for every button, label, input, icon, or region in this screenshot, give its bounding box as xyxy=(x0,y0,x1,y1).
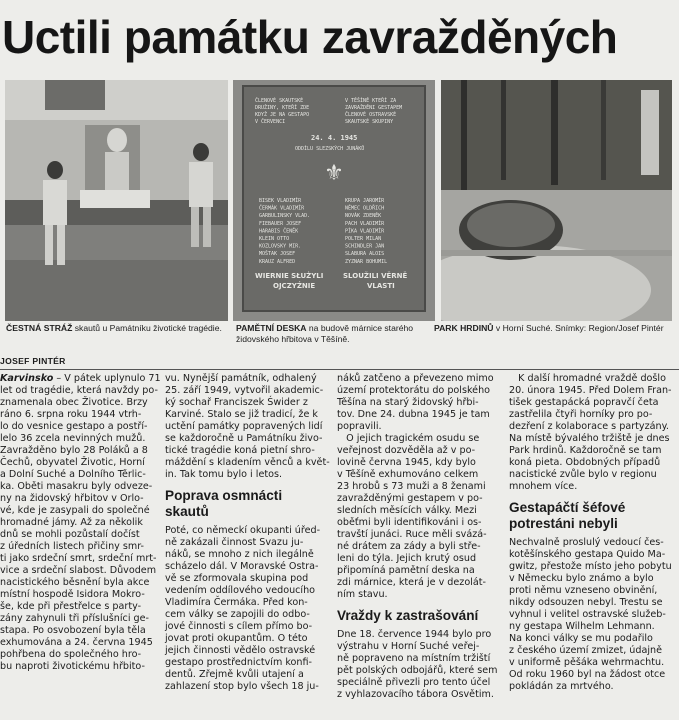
text-line: a Dolní Suché a Dolního Těrlic- xyxy=(0,469,146,480)
text-line: máždění s kladením věnců a květ- xyxy=(165,457,330,468)
caption-2-text-line2: židovského hřbitova v Těšíně. xyxy=(236,334,350,344)
plaque-motto-right-1: SLOUŽILI VĚRNĚ xyxy=(343,272,408,280)
text-line: gwitz, přestože místo jeho pobytu xyxy=(509,561,672,572)
text-line: gestapo prostřednictvím konfi- xyxy=(165,657,313,668)
text-line: dnů se mohli pozůstalí dočíst xyxy=(0,529,140,540)
text-line: bu naproti životickému hřbito- xyxy=(0,661,145,672)
text-line: místní hospodě Isidora Mokro- xyxy=(0,589,145,600)
text-line: vyhnul i velitel ostravské služeb- xyxy=(509,609,666,620)
divider xyxy=(0,369,679,370)
subheading-line: Poprava osmnácti xyxy=(165,488,283,503)
ceremony-guard-icon xyxy=(5,80,228,321)
text-line: zdi márnice, která je v dezolát- xyxy=(337,577,486,588)
text-line: nikdy odsouzen nebyl. Trestu se xyxy=(509,597,663,608)
plaque-name-left: GARBULINSKY VLAD. xyxy=(259,213,311,220)
text-line: dentů. Zřejmě kvůli utajení a xyxy=(165,669,304,680)
plaque-name-right: PÍKA VLADIMÍR xyxy=(345,228,385,235)
fleur-de-lis-icon: ⚜ xyxy=(324,160,344,185)
text-line: pohřbena do společného hro- xyxy=(0,649,142,660)
plaque-name-right: POLTER MILAN xyxy=(345,236,382,242)
text-line: ně popraveno na místním tržiští xyxy=(337,653,491,664)
subheading xyxy=(509,500,679,532)
text-line: O jejich tragickém osudu se xyxy=(337,433,480,444)
text-line: jové činnosti s cílem přímo bo- xyxy=(165,621,313,632)
text-line: ký sochař Franciszek Świder z xyxy=(165,397,308,408)
text-line: koná pieta. Obdobných případů xyxy=(509,457,661,468)
dateline: Karvinsko xyxy=(0,373,54,384)
plaque-head-6: ČLENOVÉ OSTRAVSKÉ xyxy=(345,112,397,118)
text-line: speciálně přivezli pro tento účel xyxy=(337,677,491,688)
park-stone-icon xyxy=(441,80,672,321)
text-line: jovat proti okupantům. O této xyxy=(165,633,308,644)
text-line: Těšína na starý židovský hřbi- xyxy=(337,397,479,408)
text-line: v Těšíně exhumováno celkem xyxy=(337,469,479,480)
text-line: Zavražděno bylo 28 Poláků a 8 xyxy=(0,445,148,456)
text-line: travští junáci. Ruce měli svázá- xyxy=(337,529,487,540)
text-line: vedením oddílového vedoucího xyxy=(165,585,316,596)
subheading xyxy=(337,608,504,624)
caption-3-text: v Horní Suché. xyxy=(493,323,553,333)
text-line: veřejnost dozvěděla až v po- xyxy=(337,445,476,456)
text-line: oběťmi byli identifikováni i os- xyxy=(337,517,482,528)
plaque-name-right: SLABURA ALOIS xyxy=(345,251,385,258)
text-line: vu. Nynější památník, odhalený xyxy=(165,373,317,384)
caption-2-text-line1: na budově márnice starého xyxy=(306,323,414,333)
plaque-head-5: KDYŽ JE NA GESTAPO xyxy=(255,112,310,118)
plaque-name-right: SCHINDLER JAN xyxy=(345,243,385,250)
subheading xyxy=(165,488,332,520)
text-line: pokládán za mrtvého. xyxy=(509,681,614,692)
text-line: ráno 6. srpna roku 1944 vtrh- xyxy=(0,409,142,420)
text-line: Od roku 1960 byl na žádost otce xyxy=(509,669,666,680)
text-line: 25. září 1949, vytvořil akademic- xyxy=(165,385,324,396)
text-line: lovině června 1945, kdy bylo xyxy=(337,457,476,468)
text-line: in. Tak tomu bylo i letos. xyxy=(165,469,283,480)
text-line: z úředních listech přičiny smr- xyxy=(0,541,145,552)
text-line: Vladimíra Čermáka. Před kon- xyxy=(165,597,308,608)
text-line: proti němu vzneseno obvinění, xyxy=(509,585,658,596)
plaque-name-left: KOZLOVSKY MIR. xyxy=(259,243,302,250)
text-line: Poté, co německí okupanti úřed- xyxy=(165,525,321,536)
text-line: Čechů, obyvatel Životic, Horní xyxy=(0,457,145,468)
text-line: vé, kde je zasypali do společné xyxy=(0,505,150,516)
text-line: Park hrdinů. Každoročně se tam xyxy=(509,445,662,456)
text-line: výstrahu v Horní Suché veřej- xyxy=(337,641,480,652)
subheading-line: Vraždy k zastrašování xyxy=(337,608,479,623)
plaque-name-left: FIEBAUER JOSEF xyxy=(259,220,302,227)
caption-3-title: PARK HRDINŮ xyxy=(434,323,494,333)
text-line: uctění památky popravených lidí xyxy=(165,421,323,432)
photo-memorial-plaque xyxy=(233,80,435,321)
plaque-name-left: BISEK VLADIMÍR xyxy=(259,198,302,204)
text-line: sledních měsících války. Mezi xyxy=(337,505,477,516)
photo-park-of-heroes xyxy=(441,80,672,321)
text-line: cem války se zapojili do odbo- xyxy=(165,609,310,620)
text-line: dezření z kolaborace s partyzány. xyxy=(509,421,669,432)
text-line: 23 hrobů s 73 muži a 8 ženami xyxy=(337,481,486,492)
photo-honor-guard xyxy=(5,80,228,321)
text-line: z českého území zmizet, údajně xyxy=(509,645,662,656)
subheading-line: skautů xyxy=(165,504,209,519)
plaque-name-right: PACH VLADIMÍR xyxy=(345,220,385,227)
caption-photo-3 xyxy=(434,323,677,334)
article-column-1 xyxy=(0,373,162,673)
text-line: 20. února 1945. Před Dolem Fran- xyxy=(509,385,672,396)
text-line: znamenala obec Životice. Brzy xyxy=(0,397,148,408)
plaque-motto-right-2: VLASTI xyxy=(367,282,395,290)
text-line: v Německu bylo známo a bylo xyxy=(509,573,654,584)
text-line: zány zahynuli tři příslušníci ge- xyxy=(0,613,149,624)
plaque-subheading: ODDÍLU SLEZSKÝCH JUNÁKŮ xyxy=(295,146,365,152)
text-line: nacistické zvůle bylo v regionu xyxy=(509,469,657,480)
plaque-head-4: ZAVRAŽDĚNI GESTAPEM xyxy=(345,105,403,111)
caption-photo-2 xyxy=(236,323,436,345)
text-line: Karviné. Stalo se již tradicí, že k xyxy=(165,409,318,420)
byline: JOSEF PINTÉR xyxy=(0,356,66,366)
text-line: z vyhlazovacího tábora Osvětim. xyxy=(337,689,494,700)
text-line: stapa. Po osvobození byla těla xyxy=(0,625,146,636)
text-line: tické tragédie koná pietní shro- xyxy=(165,445,315,456)
text-line: vě se zformovala skupina pod xyxy=(165,573,309,584)
text-span: – V pátek uplynulo 71 xyxy=(53,373,161,384)
plaque-head-3: DRUŽINY, KTEŘÍ ZDE xyxy=(255,105,310,111)
text-line: ny gestapa Wilhelm Lehmann. xyxy=(509,621,655,632)
text-line: leni do týla. Jejich krutý osud xyxy=(337,553,477,564)
text-line: ním stavu. xyxy=(337,589,388,600)
plaque-motto-left-1: WIERNIE SŁUŻYLI xyxy=(255,272,324,280)
text-line: mnohem více. xyxy=(509,481,578,492)
plaque-name-right: KRUPA JAROMÍR xyxy=(345,198,385,204)
text-line: né drátem za zády a byli stře- xyxy=(337,541,481,552)
text-line: náků zatčeno a převezeno mimo xyxy=(337,373,494,384)
text-line: zahlazení stop bylo všech 18 ju- xyxy=(165,681,319,692)
plaque-head-8: SKAUTSKÉ SKUPINY xyxy=(345,119,394,125)
subheading-line: Gestapáčtí šéfové xyxy=(509,500,626,515)
text-line: zavražděnými gestapem v po- xyxy=(337,493,483,504)
plaque-head-7: V ČERVENCI xyxy=(255,119,286,125)
plaque-head-2: V TĚŠÍNĚ KTEŘÍ ZA xyxy=(345,98,397,104)
text-line: zastřelila čtyři horníky pro po- xyxy=(509,409,653,420)
plaque-date: 24. 4. 1945 xyxy=(311,134,358,142)
text-line: exhumována a 24. června 1945 xyxy=(0,637,153,648)
text-line: hromadné jámy. Až za několik xyxy=(0,517,143,528)
text-line: Na místě bývalého tržiště je dnes xyxy=(509,433,670,444)
text-line: K další hromadné vraždě došlo xyxy=(509,373,666,384)
text-line: území protektorátu do polského xyxy=(337,385,491,396)
text-line: Na konci války se mu podařilo xyxy=(509,633,653,644)
article-column-4 xyxy=(509,373,679,693)
text-line: se každoročně u Památníku živo- xyxy=(165,433,323,444)
text-line: jejich činnosti vědělo ostravské xyxy=(165,645,316,656)
photo-credit: Snímky: Region/Josef Pintér xyxy=(552,323,664,333)
plaque-name-right: NOVÁK ZDENĚK xyxy=(345,213,382,220)
text-line: připomíná pamětní deska na xyxy=(337,565,475,576)
plaque-name-right: NĚMEC OLDŘICH xyxy=(345,205,385,212)
plaque-name-left: KLEIN OTTO xyxy=(259,236,290,242)
text-line: Nechvalně proslulý vedoucí čes- xyxy=(509,537,664,548)
text-line: let od tragédie, která navždy po- xyxy=(0,385,158,396)
text-line: tov. Dne 24. dubna 1945 je tam xyxy=(337,409,490,420)
text-line: še, kde při přestřelce s party- xyxy=(0,601,142,612)
subheading-line: potrestáni nebyli xyxy=(509,516,618,531)
memorial-plaque-icon xyxy=(233,80,435,321)
plaque-name-left: KRAUZ ALFRED xyxy=(259,258,296,265)
plaque-motto-left-2: OJCZYŹNIE xyxy=(273,282,316,290)
text-line: ka. Oběti masakru byly odveze- xyxy=(0,481,153,492)
text-line: popravili. xyxy=(337,421,382,432)
plaque-name-left: ČERMÁK VLADIMÍR xyxy=(259,205,305,212)
text-line: v uniformě pěšáka wehrmachtu. xyxy=(509,657,665,668)
text-line: ti jako srdeční smrt, srdeční mrt- xyxy=(0,553,157,564)
caption-1-text: skautů u Památníku životické tragédie. xyxy=(72,323,222,333)
plaque-name-right: ZYZNAR BOHUMIL xyxy=(345,258,388,265)
text-line: nacistického běsnění byla akce xyxy=(0,577,150,588)
text-line: vice a srdeční slabost. Důvodem xyxy=(0,565,157,576)
caption-1-title: ČESTNÁ STRÁŽ xyxy=(6,323,73,333)
plaque-name-left: HARABIS ČENĚK xyxy=(259,228,299,235)
headline: Uctili památku zavražděných xyxy=(2,11,618,63)
text-line: lo do vesnice gestapo a postří- xyxy=(0,421,148,432)
text-line: ny na židovský hřbitov v Orlo- xyxy=(0,493,144,504)
article-column-2 xyxy=(165,373,332,693)
text-line: kotěšínského gestapa Quido Ma- xyxy=(509,549,666,560)
text-line: Dne 18. července 1944 bylo pro xyxy=(337,629,492,640)
caption-2-title: PAMĚTNÍ DESKA xyxy=(236,323,307,333)
text-line xyxy=(0,373,162,385)
text-line: náků, se mnoho z nich ilegálně xyxy=(165,549,314,560)
text-line: ně zakázali činnost Svazu ju- xyxy=(165,537,304,548)
caption-photo-1 xyxy=(6,323,230,334)
text-line: pět polských odbojářů, které sem xyxy=(337,665,498,676)
plaque-name-left: MOŠTAK JOSEF xyxy=(259,251,296,258)
article-column-3 xyxy=(337,373,504,701)
text-line: lelo 36 zcela nevinných mužů. xyxy=(0,433,146,444)
text-line: scházelo dál. V Moravské Ostra- xyxy=(165,561,319,572)
text-line: tišek gestapácká popravčí četa xyxy=(509,397,659,408)
plaque-head-1: ČLENOVÉ SKAUTSKÉ xyxy=(255,98,304,104)
